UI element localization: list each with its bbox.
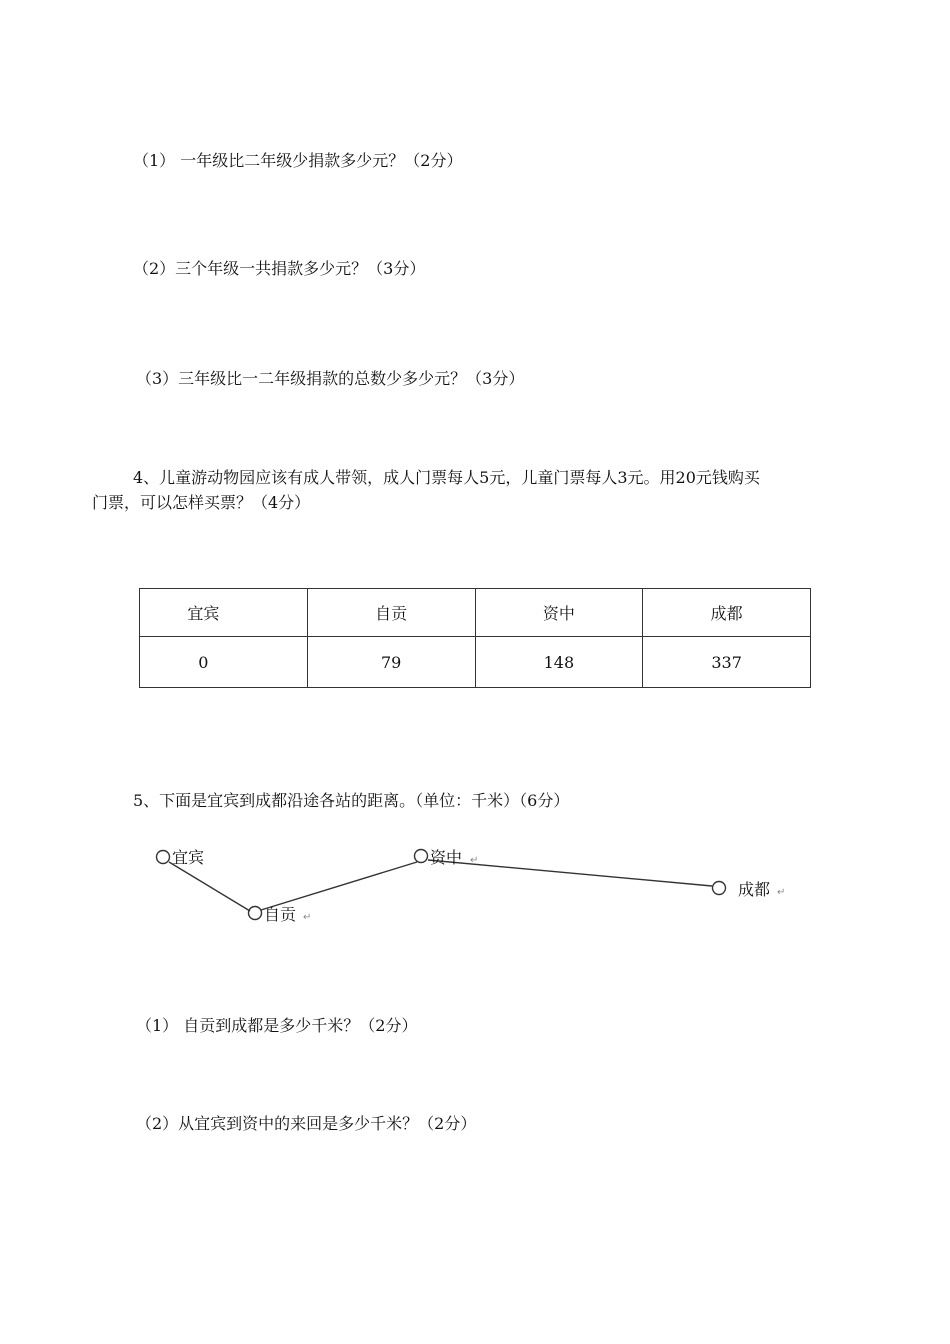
table-row bbox=[140, 589, 811, 637]
q3-sub3: （3）三年级比一二年级捐款的总数少多少元？（3分） bbox=[136, 369, 525, 388]
q5-sub1: （1） 自贡到成都是多少千米？（2分） bbox=[136, 1016, 418, 1035]
q4-line2: 门票，可以怎样买票？（4分） bbox=[92, 493, 311, 512]
q3-sub2: （2）三个年级一共捐款多少元？（3分） bbox=[133, 259, 426, 278]
route-segment bbox=[261, 862, 417, 910]
table-cell: 148 bbox=[475, 637, 643, 688]
route-segment bbox=[169, 862, 250, 911]
station-label-chengdu: 成都 bbox=[738, 880, 771, 899]
table-cell: 0 bbox=[140, 637, 308, 688]
distance-table bbox=[139, 588, 811, 688]
station-label-yibin: 宜宾 bbox=[172, 848, 205, 867]
station-marker bbox=[157, 851, 170, 864]
q3-sub1: （1） 一年级比二年级少捐款多少元？（2分） bbox=[133, 151, 463, 170]
route-diagram bbox=[0, 840, 950, 940]
return-mark-icon: ↵ bbox=[303, 912, 312, 923]
return-mark-icon: ↵ bbox=[777, 887, 786, 898]
station-marker bbox=[249, 907, 262, 920]
return-mark-icon: ↵ bbox=[470, 855, 479, 866]
station-marker bbox=[713, 882, 726, 895]
q5-sub2: （2）从宜宾到资中的来回是多少千米？（2分） bbox=[136, 1114, 477, 1133]
station-label-zizhong: 资中 bbox=[430, 848, 463, 867]
q5-title: 5、下面是宜宾到成都沿途各站的距离。（单位：千米）（6分） bbox=[133, 791, 570, 810]
station-label-zigong: 自贡 bbox=[264, 905, 297, 924]
table-cell: 337 bbox=[643, 637, 811, 688]
table-row bbox=[140, 637, 811, 688]
station-marker bbox=[415, 850, 428, 863]
q4-line1: 4、儿童游动物园应该有成人带领，成人门票每人5元，儿童门票每人3元。用20元钱购买 bbox=[133, 468, 760, 487]
table-cell: 宜宾 bbox=[140, 589, 308, 637]
table-cell: 79 bbox=[307, 637, 475, 688]
table-cell: 自贡 bbox=[307, 589, 475, 637]
table-cell: 资中 bbox=[475, 589, 643, 637]
table-cell: 成都 bbox=[643, 589, 811, 637]
